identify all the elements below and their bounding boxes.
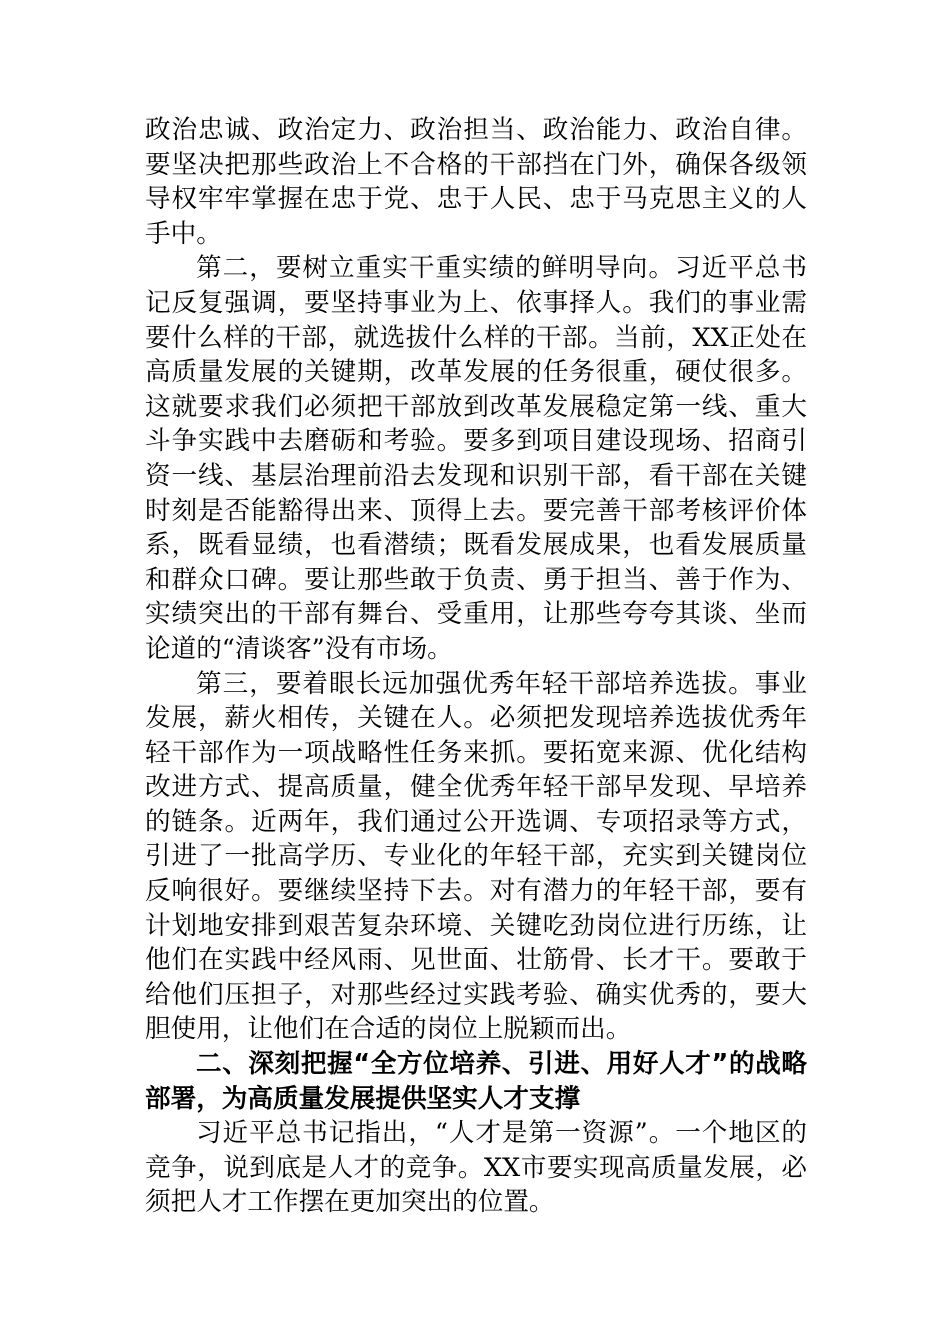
document-body	[145, 113, 807, 1220]
paragraph-third-point: 第三，要着眼长远加强优秀年轻干部培养选拔。事业发展，薪火相传，关键在人。必须把发现培养选拔优秀年轻干部作为一项战略性任务来抓。要拓宽来源、优化结构改进方式、提高质量，健全优秀年轻干部早发现、早培养的链条。近两年，我们通过公开选调、专项招录等方式，引进了一批高学历、专业化的年轻干部，充实到关键岗位反响很好。要继续坚持下去。对有潜力的年轻干部，要有计划地安排到艰苦复杂环境、关键吃劲岗位进行历练，让他们在实践中经风雨、见世面、壮筋骨、长才干。要敢于给他们压担子，对那些经过实践考验、确实优秀的，要大胆使用，让他们在合适的岗位上脱颖而出。	[145, 668, 807, 1045]
paragraph-continuation: 政治忠诚、政治定力、政治担当、政治能力、政治自律。要坚决把那些政治上不合格的干部挡在门外，确保各级领导权牢牢掌握在忠于党、忠于人民、忠于马克思主义的人手中。	[145, 115, 807, 249]
section-heading: 二、深刻把握“全方位培养、引进、用好人才”的战略部署，为高质量发展提供坚实人才支撑	[145, 1049, 807, 1114]
paragraph-second-point: 第二，要树立重实干重实绩的鲜明导向。习近平总书记反复强调，要坚持事业为上、依事择人。我们的事业需要什么样的干部，就选拔什么样的干部。当前，XX正处在高质量发展的关键期，改革发展的任务很重，硬仗很多。这就要求我们必须把干部放到改革发展稳定第一线、重大斗争实践中去磨砺和考验。要多到项目建设现场、招商引资一线、基层治理前沿去发现和识别干部，看干部在关键时刻是否能豁得出来、顶得上去。要完善干部考核评价体系，既看显绩，也看潜绩；既看发展成果，也看发展质量和群众口碑。要让那些敢于负责、勇于担当、善于作为、实绩突出的干部有舞台、受重用，让那些夸夸其谈、坐而论道的“清谈客”没有市场。	[145, 253, 807, 664]
paragraph-talent-intro: 习近平总书记指出，“人才是第一资源”。一个地区的竞争，说到底是人才的竞争。XX市要实现高质量发展，必须把人才工作摆在更加突出的位置。	[145, 1118, 807, 1218]
